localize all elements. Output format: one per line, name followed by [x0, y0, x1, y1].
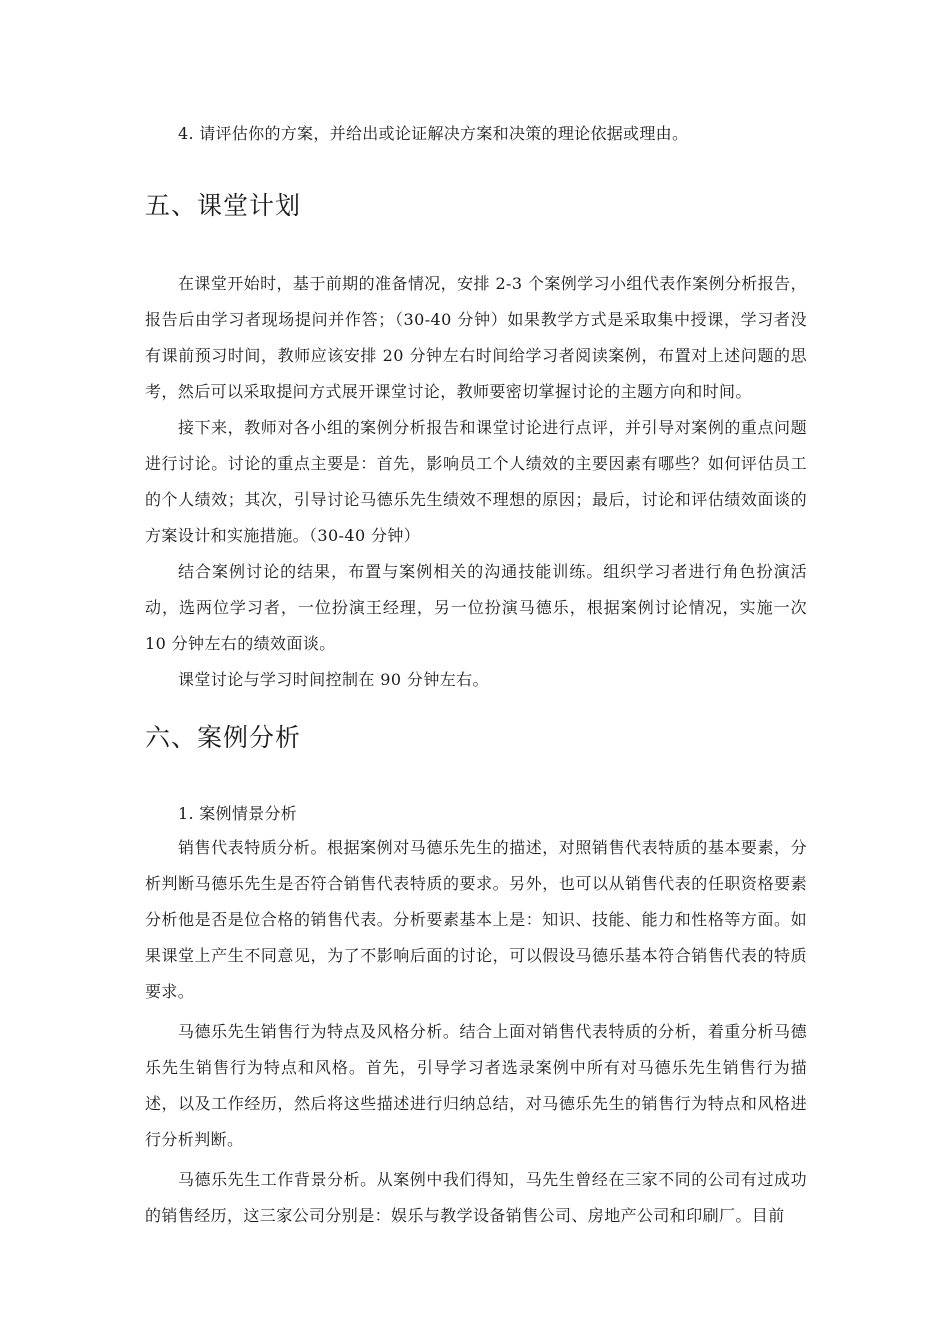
- subheading-scenario-analysis: 1. 案例情景分析: [178, 804, 298, 823]
- paragraph: 销售代表特质分析。根据案例对马德乐先生的描述，对照销售代表特质的基本要素，分析判断马德乐先生是否符合销售代表特质的要求。另外，也可以从销售代表的任职资格要素分析他是否是位合格的销售代表。分析要素基本上是：知识、技能、能力和性格等方面。如果课堂上产生不同意见，为了不影响后面的讨论，可以假设马德乐基本符合销售代表的特质要求。: [145, 838, 807, 1001]
- paragraph: 在课堂开始时，基于前期的准备情况，安排 2-3 个案例学习小组代表作案例分析报告，报告后由学习者现场提问并作答；（30-40 分钟）如果教学方式是采取集中授课，学习者没有课前预习时间，教师应该安排 20 分钟左右时间给学习者阅读案例，布置对上述问题的思考，然后可以采取提问方式展开课堂讨论，教师要密切掌握讨论的主题方向和时间。: [145, 274, 807, 401]
- paragraph: 结合案例讨论的结果，布置与案例相关的沟通技能训练。组织学习者进行角色扮演活动，选两位学习者，一位扮演王经理，另一位扮演马德乐，根据案例讨论情况，实施一次 10 分钟左右的绩效面谈。: [145, 562, 807, 653]
- paragraph: 课堂讨论与学习时间控制在 90 分钟左右。: [178, 670, 489, 689]
- page-content: [145, 118, 807, 1234]
- list-item-4: 4. 请评估你的方案，并给出或论证解决方案和决策的理论依据或理由。: [178, 124, 689, 143]
- paragraph: 马德乐先生销售行为特点及风格分析。结合上面对销售代表特质的分析，着重分析马德乐先生销售行为特点和风格。首先，引导学习者选录案例中所有对马德乐先生销售行为描述，以及工作经历，然后将这些描述进行归纳总结，对马德乐先生的销售行为特点和风格进行分析判断。: [145, 1022, 807, 1149]
- section-heading-class-plan: 五、课堂计划: [145, 191, 302, 220]
- section-heading-case-analysis: 六、案例分析: [145, 723, 302, 752]
- paragraph: 马德乐先生工作背景分析。从案例中我们得知，马先生曾经在三家不同的公司有过成功的销售经历，这三家公司分别是：娱乐与教学设备销售公司、房地产公司和印刷厂。目前: [145, 1170, 807, 1225]
- paragraph: 接下来，教师对各小组的案例分析报告和课堂讨论进行点评，并引导对案例的重点问题进行讨论。讨论的重点主要是：首先，影响员工个人绩效的主要因素有哪些？如何评估员工的个人绩效；其次，引导讨论马德乐先生绩效不理想的原因；最后，讨论和评估绩效面谈的方案设计和实施措施。（30-40 分钟）: [145, 418, 807, 545]
